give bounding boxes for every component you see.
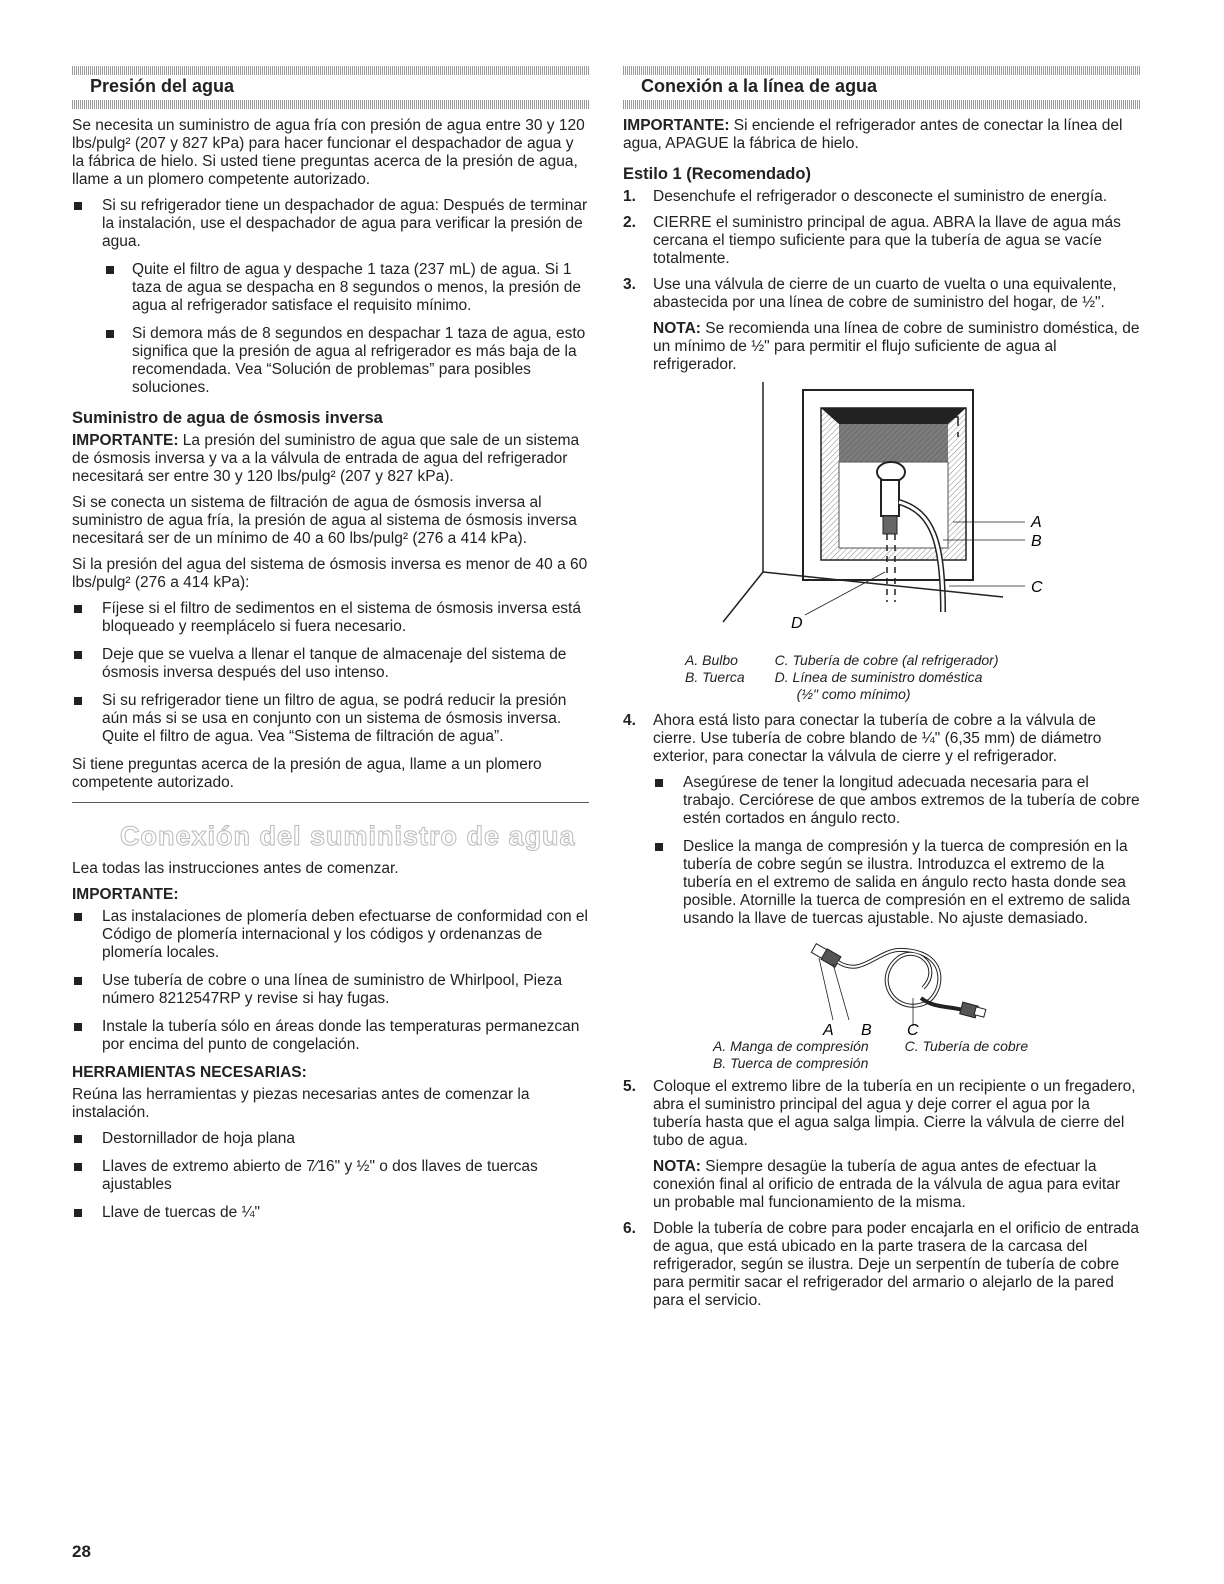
step-5 <box>623 1078 1141 1212</box>
step-number: 5. <box>623 1078 636 1095</box>
step-4 <box>623 712 1141 928</box>
step-number: 2. <box>623 214 636 231</box>
steps-list-3 <box>623 1078 1141 1310</box>
step-text: Ahora está listo para conectar la tubería de cobre a la válvula de cierre. Use tubería de cobre blando de ¼" (6,35 mm) de diámetro exterior, para conectar la válvula de cierre y el refrigerador. <box>653 712 1102 765</box>
list-item: Quite el filtro de agua y despache 1 taza (237 mL) de agua. Si 1 taza de agua se despacha en 8 segundos o menos, la presión de agua al refrigerador satisface el requisito mínimo. <box>72 261 589 315</box>
list-item: Instale la tubería sólo en áreas donde las temperaturas permanezcan por encima del punto de congelación. <box>72 1018 589 1054</box>
ro-important-text: La presión del suministro de agua que sale de un sistema de ósmosis inversa y va a la válvula de entrada de agua del refrigerador necesitará ser entre 30 y 120 lbs/pulg² (207 y 827 kPa). <box>72 432 580 485</box>
note-label: NOTA: <box>653 320 701 337</box>
step-text: Desenchufe el refrigerador o desconecte el suministro de energía. <box>653 188 1108 205</box>
label-b: B <box>861 1022 872 1038</box>
note-text: Se recomienda una línea de cobre de suministro doméstica, de un mínimo de ½" para permitir el flujo suficiente de agua al refrigerador. <box>653 320 1140 373</box>
step-1 <box>623 188 1141 206</box>
label-a: A <box>1031 514 1042 531</box>
steps-list-1 <box>623 188 1141 374</box>
page-number: 28 <box>72 1542 91 1561</box>
caption-a: A. Bulbo <box>685 652 738 668</box>
step-number: 3. <box>623 276 636 293</box>
ro-important <box>72 432 589 486</box>
caption-d-2: (½" como mínimo) <box>796 686 911 702</box>
caption-b: B. Tuerca <box>685 669 745 685</box>
important-text: Si enciende el refrigerador antes de conectar la línea del agua, APAGUE la fábrica de hielo. <box>623 117 1123 152</box>
step-number: 1. <box>623 188 636 205</box>
step-text: Doble la tubería de cobre para poder encajarla en el orificio de entrada de agua, que está ubicado en la parte trasera de la carcasa del refrigerador, según se ilustra. Deje un serpentín de tubería de cobre para permitir sacar el refrigerador del armario o alejarlo de la pared para el servicio. <box>653 1220 1139 1309</box>
tools-list <box>72 1130 589 1222</box>
list-item: Si su refrigerador tiene un filtro de agua, se podrá reducir la presión aún más si se usa en conjunto con un sistema de ósmosis inversa. Quite el filtro de agua. Vea “Sistema de filtración de agua”. <box>72 692 589 746</box>
step-text: Use una válvula de cierre de un cuarto de vuelta o una equivalente, abastecida por una línea de cobre de suministro del hogar, de ½". <box>653 276 1117 311</box>
ro-paragraph-3: Si la presión del agua del sistema de ósmosis inversa es menor de 40 a 60 lbs/pulg² (276 a 414 kPa): <box>72 556 588 591</box>
step-4-list <box>653 774 1141 928</box>
right-column <box>623 72 1141 1318</box>
list-item: Fíjese si el filtro de sedimentos en el sistema de ósmosis inversa está bloqueado y reemplácelo si fuera necesario. <box>72 600 589 636</box>
ro-list <box>72 600 589 746</box>
supply-important-label: IMPORTANTE: <box>72 886 179 903</box>
copper-tubing-illustration <box>623 938 1141 1038</box>
step-number: 6. <box>623 1220 636 1237</box>
list-item: Llave de tuercas de ¼" <box>72 1204 589 1222</box>
important-label: IMPORTANTE: <box>623 117 730 134</box>
steps-list-2 <box>623 712 1141 928</box>
supply-section-title: Conexión del suministro de agua <box>120 821 576 851</box>
list-item: Deje que se vuelva a llenar el tanque de almacenaje del sistema de ósmosis inversa después del uso intenso. <box>72 646 589 682</box>
style-title: Estilo 1 (Recomendado) <box>623 165 811 183</box>
list-item: Si su refrigerador tiene un despachador de agua: Después de terminar la instalación, use el despachador de agua para verificar la presión de agua. <box>72 197 589 251</box>
ro-important-label: IMPORTANTE: <box>72 432 179 449</box>
water-line-important <box>623 117 1141 153</box>
list-item: Si demora más de 8 segundos en despachar 1 taza de agua, esto significa que la presión de agua al refrigerador es más baja de la recomendada. Vea “Solución de problemas” para posibles soluciones. <box>72 325 589 397</box>
list-item: Deslice la manga de compresión y la tuerca de compresión en la tubería de cobre según se ilustra. Introduzca el extremo de la tubería en el extremo de salida en ángulo recto hasta donde sea posible. Atornille la tuerca de compresión en el extremo de salida usando la llave de tuercas ajustable. No ajuste demasiado. <box>653 838 1141 928</box>
figure-compression-fitting <box>623 938 1141 1078</box>
caption-d: D. Línea de suministro doméstica <box>774 669 983 685</box>
label-c: C <box>907 1022 919 1038</box>
list-item: Llaves de extremo abierto de 7⁄16" y ½" o dos llaves de tuercas ajustables <box>72 1158 589 1194</box>
caption-b: B. Tuerca de compresión <box>713 1055 869 1071</box>
ro-paragraph-2: Si se conecta un sistema de filtración de agua de ósmosis inversa al suministro de agua fría, la presión de agua al sistema de ósmosis inversa necesitará ser de un mínimo de 40 a 60 lbs/pulg² (276 a 414 kPa). <box>72 494 577 547</box>
label-d: D <box>791 615 803 632</box>
water-pressure-title: Presión del agua <box>90 76 235 96</box>
water-pressure-sublist <box>72 261 589 397</box>
note-text: Siempre desagüe la tubería de agua antes de efectuar la conexión final al orificio de entrada de la válvula de agua para evitar un probable mal funcionamiento de la misma. <box>653 1158 1121 1211</box>
label-b: B <box>1031 533 1042 550</box>
tools-intro: Reúna las herramientas y piezas necesarias antes de comenzar la instalación. <box>72 1086 530 1121</box>
note-2 <box>653 1158 1141 1212</box>
section-header-water-pressure <box>72 72 589 103</box>
ro-title: Suministro de agua de ósmosis inversa <box>72 409 383 427</box>
divider <box>72 802 589 803</box>
section-header-water-line <box>623 72 1141 103</box>
left-column <box>72 72 589 1232</box>
step-2 <box>623 214 1141 268</box>
caption-c: C. Tubería de cobre <box>904 1038 1029 1054</box>
figure-1-captions <box>685 652 1105 703</box>
ro-paragraph-4: Si tiene preguntas acerca de la presión de agua, llame a un plomero competente autorizado. <box>72 756 542 791</box>
step-text: CIERRE el suministro principal de agua. ABRA la llave de agua más cercana el tiempo suficiente para que la tubería de agua se vacíe totalmente. <box>653 214 1121 267</box>
list-item: Use tubería de cobre o una línea de suministro de Whirlpool, Pieza número 8212547RP y revise si hay fugas. <box>72 972 589 1008</box>
shutoff-valve-illustration <box>623 382 1141 652</box>
supply-list <box>72 908 589 1054</box>
water-line-title: Conexión a la línea de agua <box>641 76 878 96</box>
note-label: NOTA: <box>653 1158 701 1175</box>
list-item: Asegúrese de tener la longitud adecuada necesaria para el trabajo. Cerciórese de que ambos extremos de la tubería de cobre estén cortados en ángulo recto. <box>653 774 1141 828</box>
step-text: Coloque el extremo libre de la tubería en un recipiente o un fregadero, abra el suministro principal del agua y deje correr el agua por la tubería hasta que el agua salga limpia. Cierre la válvula de cierre del tubo de agua. <box>653 1078 1136 1149</box>
list-item: Destornillador de hoja plana <box>72 1130 589 1148</box>
figure-shutoff-valve <box>623 382 1141 712</box>
figure-2-captions <box>713 1038 1028 1072</box>
supply-intro: Lea todas las instrucciones antes de comenzar. <box>72 860 399 877</box>
tools-title: HERRAMIENTAS NECESARIAS: <box>72 1064 307 1081</box>
label-a: A <box>823 1022 834 1038</box>
water-pressure-intro: Se necesita un suministro de agua fría con presión de agua entre 30 y 120 lbs/pulg² (207 y 827 kPa) para hacer funcionar el despachador de agua y la fábrica de hielo. Si usted tiene preguntas acerca de la presión de agua, llame a un plomero competente autorizado. <box>72 117 585 188</box>
label-c: C <box>1031 579 1043 596</box>
note-1 <box>653 320 1141 374</box>
step-6 <box>623 1220 1141 1310</box>
caption-c: C. Tubería de cobre (al refrigerador) <box>774 652 999 668</box>
step-3 <box>623 276 1141 374</box>
water-pressure-list <box>72 197 589 251</box>
caption-a: A. Manga de compresión <box>713 1038 869 1054</box>
list-item: Las instalaciones de plomería deben efectuarse de conformidad con el Código de plomería internacional y los códigos y ordenanzas de plomería locales. <box>72 908 589 962</box>
step-number: 4. <box>623 712 636 729</box>
